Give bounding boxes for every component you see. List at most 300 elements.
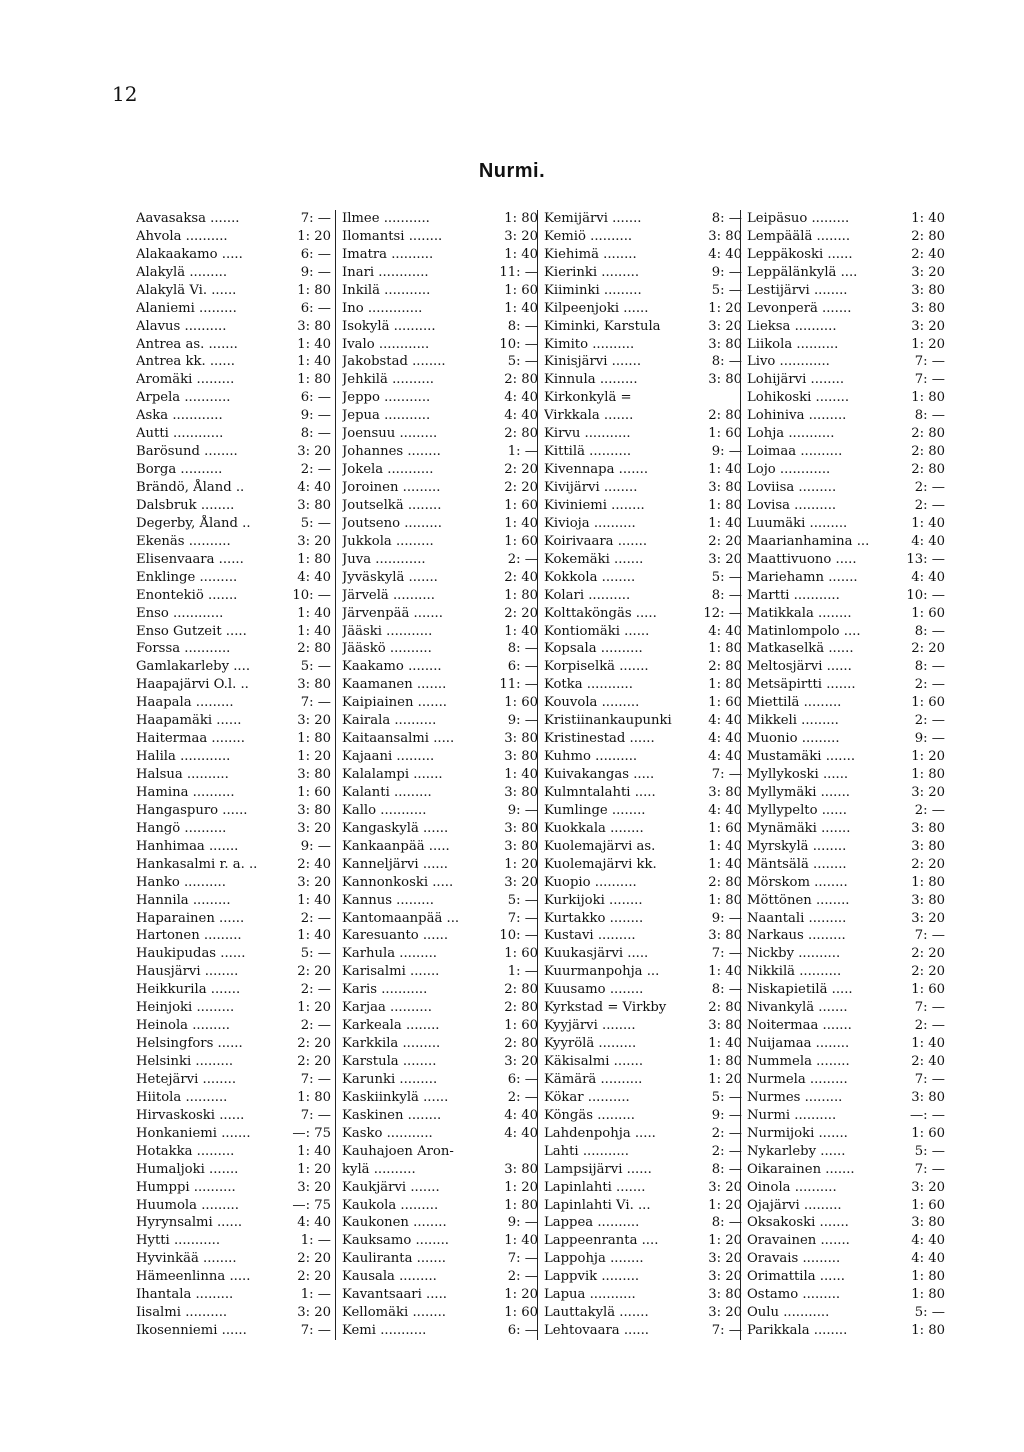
place-name: Kalalampi ....... bbox=[342, 767, 443, 783]
place-name: Nummela ........ bbox=[747, 1054, 850, 1070]
place-row bbox=[342, 371, 538, 389]
place-row bbox=[136, 1017, 331, 1035]
place-name: Noitermaa ....... bbox=[747, 1018, 852, 1034]
place-name: Lovisa .......... bbox=[747, 497, 837, 513]
place-rate: 1: 80 bbox=[911, 390, 945, 406]
place-name: Hytti ........... bbox=[136, 1233, 221, 1249]
place-row bbox=[136, 443, 331, 461]
place-name: Kurkijoki ........ bbox=[544, 892, 643, 908]
place-name: Iisalmi .......... bbox=[136, 1305, 228, 1321]
place-row bbox=[544, 497, 742, 515]
place-row bbox=[544, 623, 742, 641]
place-rate: 5: — bbox=[914, 1305, 945, 1321]
place-rate: 7: — bbox=[300, 1071, 331, 1087]
place-rate: 1: 80 bbox=[911, 1269, 945, 1285]
place-row bbox=[747, 264, 945, 282]
place-name: Myllykoski ...... bbox=[747, 767, 849, 783]
place-name: Jakobstad ........ bbox=[342, 354, 446, 370]
place-rate: 1: 40 bbox=[911, 210, 945, 226]
place-row bbox=[342, 1322, 538, 1340]
place-row bbox=[544, 569, 742, 587]
place-row bbox=[342, 928, 538, 946]
place-name: Joroinen ......... bbox=[342, 480, 441, 496]
place-name: Kuurmanpohja ... bbox=[544, 964, 660, 980]
place-name: Kiviniemi ........ bbox=[544, 497, 645, 513]
place-row bbox=[342, 963, 538, 981]
place-rate: 7: — bbox=[914, 354, 945, 370]
place-rate: 4: 40 bbox=[504, 408, 538, 424]
place-name: Haitermaa ........ bbox=[136, 731, 245, 747]
place-rate: 4: 40 bbox=[911, 1233, 945, 1249]
place-name: Ino ............. bbox=[342, 300, 423, 316]
place-name: Mikkeli ......... bbox=[747, 713, 839, 729]
place-row bbox=[136, 425, 331, 443]
place-name: Arpela ........... bbox=[136, 390, 231, 406]
place-name: Helsinki ......... bbox=[136, 1054, 234, 1070]
place-row bbox=[544, 928, 742, 946]
place-rate: 2: 20 bbox=[297, 1036, 331, 1052]
place-rate: 4: 40 bbox=[504, 390, 538, 406]
place-row bbox=[747, 981, 945, 999]
place-row bbox=[544, 1232, 742, 1250]
place-name: Möttönen ........ bbox=[747, 892, 850, 908]
place-row bbox=[136, 928, 331, 946]
place-row bbox=[342, 1107, 538, 1125]
place-rate: 1: 40 bbox=[708, 515, 742, 531]
place-row bbox=[544, 515, 742, 533]
place-row bbox=[544, 407, 742, 425]
place-row bbox=[747, 874, 945, 892]
place-name: Nurmela ......... bbox=[747, 1071, 848, 1087]
place-row bbox=[544, 748, 742, 766]
place-name: Kokemäki ....... bbox=[544, 551, 644, 567]
place-row bbox=[747, 1071, 945, 1089]
place-rate: 8: — bbox=[914, 659, 945, 675]
place-rate: 2: 20 bbox=[911, 856, 945, 872]
place-row bbox=[544, 300, 742, 318]
place-row bbox=[747, 515, 945, 533]
place-row bbox=[747, 533, 945, 551]
place-row bbox=[342, 874, 538, 892]
place-row bbox=[136, 1197, 331, 1215]
place-name: Virkkala ....... bbox=[544, 408, 634, 424]
place-row bbox=[342, 1268, 538, 1286]
place-name: Juva ............ bbox=[342, 551, 426, 567]
place-name: Alaniemi ......... bbox=[136, 300, 237, 316]
place-rate: 9: — bbox=[300, 838, 331, 854]
place-row bbox=[544, 1250, 742, 1268]
place-rate: 2: 80 bbox=[911, 228, 945, 244]
place-rate: 1: 80 bbox=[297, 282, 331, 298]
place-rate: 1: 40 bbox=[708, 462, 742, 478]
place-name: Oulu ........... bbox=[747, 1305, 830, 1321]
place-row bbox=[747, 605, 945, 623]
place-name: Kivioja .......... bbox=[544, 515, 636, 531]
place-rate: 1: 40 bbox=[297, 928, 331, 944]
place-rate: 1: 20 bbox=[504, 1179, 538, 1195]
place-row bbox=[747, 336, 945, 354]
place-rate: 9: — bbox=[300, 264, 331, 280]
place-name: Hanko .......... bbox=[136, 874, 226, 890]
place-name: Kaukola ......... bbox=[342, 1197, 439, 1213]
place-name: Matkaselkä ...... bbox=[747, 641, 854, 657]
place-name: Haparainen ...... bbox=[136, 910, 245, 926]
place-row bbox=[747, 246, 945, 264]
place-row bbox=[544, 676, 742, 694]
place-rate: 2: 80 bbox=[504, 982, 538, 998]
place-row bbox=[747, 1017, 945, 1035]
place-rate: 5: — bbox=[711, 1089, 742, 1105]
place-row bbox=[342, 425, 538, 443]
place-row bbox=[342, 210, 538, 228]
place-name: Antrea as. ....... bbox=[136, 336, 238, 352]
place-rate: 1: 80 bbox=[297, 1089, 331, 1105]
place-name: Kuolemajärvi as. bbox=[544, 838, 656, 854]
place-rate: 1: 60 bbox=[504, 533, 538, 549]
place-row bbox=[342, 515, 538, 533]
place-rate: 5: — bbox=[300, 946, 331, 962]
place-row bbox=[544, 802, 742, 820]
place-name: Alakylä ......... bbox=[136, 264, 228, 280]
place-name: Hyvinkää ........ bbox=[136, 1251, 237, 1267]
place-row bbox=[747, 479, 945, 497]
place-name: Narkaus ......... bbox=[747, 928, 846, 944]
place-row bbox=[747, 928, 945, 946]
place-name: Lappeenranta .... bbox=[544, 1233, 659, 1249]
place-row bbox=[342, 605, 538, 623]
place-rate: 1: 60 bbox=[504, 946, 538, 962]
place-name: Karstula ........ bbox=[342, 1054, 437, 1070]
place-row bbox=[747, 1125, 945, 1143]
place-rate: 4: 40 bbox=[297, 480, 331, 496]
place-rate: 2: — bbox=[300, 462, 331, 478]
place-rate: 3: 80 bbox=[708, 1287, 742, 1303]
place-rate: 3: 80 bbox=[708, 480, 742, 496]
place-rate: 3: 20 bbox=[297, 874, 331, 890]
place-name: Brändö, Åland .. bbox=[136, 480, 245, 496]
place-name: Ahvola .......... bbox=[136, 228, 228, 244]
place-name: Autti ............ bbox=[136, 426, 224, 442]
place-row bbox=[342, 443, 538, 461]
place-name: Korpiselkä ....... bbox=[544, 659, 649, 675]
place-name: Leppälänkylä .... bbox=[747, 264, 858, 280]
place-row bbox=[747, 730, 945, 748]
place-rate: 3: 80 bbox=[911, 820, 945, 836]
place-row bbox=[747, 802, 945, 820]
place-name: Lampsijärvi ...... bbox=[544, 1161, 652, 1177]
place-row bbox=[747, 1179, 945, 1197]
place-name: Haapamäki ...... bbox=[136, 713, 242, 729]
place-row bbox=[544, 1035, 742, 1053]
place-name: Ekenäs .......... bbox=[136, 533, 231, 549]
place-row bbox=[747, 1197, 945, 1215]
place-row bbox=[544, 1143, 742, 1161]
place-rate: 2: 20 bbox=[297, 1054, 331, 1070]
place-rate: 1: 80 bbox=[911, 767, 945, 783]
place-rate: 4: 40 bbox=[911, 569, 945, 585]
place-name: Kontiomäki ...... bbox=[544, 623, 650, 639]
place-rate: 3: 80 bbox=[911, 892, 945, 908]
place-rate: 2: 20 bbox=[297, 1269, 331, 1285]
place-row bbox=[136, 1107, 331, 1125]
place-rate: 2: — bbox=[914, 497, 945, 513]
place-row bbox=[136, 246, 331, 264]
place-name: Joensuu ......... bbox=[342, 426, 438, 442]
place-name: Enso ............ bbox=[136, 605, 224, 621]
place-name: Kyyjärvi ........ bbox=[544, 1018, 636, 1034]
place-row bbox=[747, 228, 945, 246]
place-row bbox=[747, 658, 945, 676]
place-rate: 9: — bbox=[711, 444, 742, 460]
place-row bbox=[136, 1232, 331, 1250]
place-row bbox=[136, 730, 331, 748]
place-row bbox=[747, 1161, 945, 1179]
place-row bbox=[747, 389, 945, 407]
place-name: Hiitola .......... bbox=[136, 1089, 228, 1105]
place-row bbox=[544, 1286, 742, 1304]
place-name: Jääskö .......... bbox=[342, 641, 432, 657]
place-row bbox=[747, 425, 945, 443]
place-rate: 2: 20 bbox=[708, 533, 742, 549]
place-name: Hämeenlinna ..... bbox=[136, 1269, 251, 1285]
place-rate: 4: 40 bbox=[708, 623, 742, 639]
place-row bbox=[342, 569, 538, 587]
place-name: Lehtovaara ...... bbox=[544, 1323, 649, 1339]
place-row bbox=[136, 515, 331, 533]
place-rate: 3: 80 bbox=[504, 731, 538, 747]
place-name: Lauttakylä ....... bbox=[544, 1305, 649, 1321]
place-rate: 3: 20 bbox=[297, 1305, 331, 1321]
place-name: Hotakka ......... bbox=[136, 1143, 235, 1159]
place-row bbox=[544, 587, 742, 605]
place-row bbox=[747, 497, 945, 515]
place-rate: 1: 80 bbox=[504, 587, 538, 603]
place-name: Ihantala ......... bbox=[136, 1287, 234, 1303]
place-rate: 1: 40 bbox=[911, 1036, 945, 1052]
place-row bbox=[544, 1017, 742, 1035]
place-name: Kannus ......... bbox=[342, 892, 434, 908]
place-name: Kairala .......... bbox=[342, 713, 437, 729]
place-name: Parikkala ........ bbox=[747, 1323, 848, 1339]
place-name: Jehkilä .......... bbox=[342, 372, 434, 388]
place-name: Karis ........... bbox=[342, 982, 428, 998]
place-name: Käkisalmi ....... bbox=[544, 1054, 644, 1070]
place-name: Mörskom ........ bbox=[747, 874, 848, 890]
place-name: Karjaa .......... bbox=[342, 1000, 432, 1016]
place-name: Elisenvaara ...... bbox=[136, 551, 244, 567]
place-name: Haapala ......... bbox=[136, 695, 234, 711]
place-rate: 1: 80 bbox=[708, 892, 742, 908]
place-rate: 2: — bbox=[914, 480, 945, 496]
place-row bbox=[544, 1089, 742, 1107]
place-row bbox=[747, 282, 945, 300]
place-rate: 5: — bbox=[914, 1143, 945, 1159]
place-rate: 3: 80 bbox=[708, 372, 742, 388]
place-row bbox=[747, 1035, 945, 1053]
place-rate: 1: 80 bbox=[708, 497, 742, 513]
place-rate: 8: — bbox=[711, 1161, 742, 1177]
place-name: Inari ............ bbox=[342, 264, 429, 280]
place-rate: 1: 60 bbox=[708, 820, 742, 836]
place-row bbox=[544, 318, 742, 336]
place-rate: 2: 40 bbox=[297, 856, 331, 872]
place-row bbox=[136, 605, 331, 623]
place-rate: 7: — bbox=[914, 372, 945, 388]
place-name: Kiehimä ........ bbox=[544, 246, 637, 262]
place-name: Luumäki ......... bbox=[747, 515, 848, 531]
place-name: Jepua ........... bbox=[342, 408, 431, 424]
place-row bbox=[136, 1053, 331, 1071]
place-name: Oksakoski ....... bbox=[747, 1215, 849, 1231]
place-rate: 7: — bbox=[507, 910, 538, 926]
place-rate: 3: 20 bbox=[297, 1179, 331, 1195]
place-name: Kasko ........... bbox=[342, 1125, 433, 1141]
place-row bbox=[544, 246, 742, 264]
place-name: Nykarleby ...... bbox=[747, 1143, 846, 1159]
place-name: Kauksamo ........ bbox=[342, 1233, 450, 1249]
place-rate: 2: 80 bbox=[708, 659, 742, 675]
place-row bbox=[544, 892, 742, 910]
place-row bbox=[342, 641, 538, 659]
place-rate: 3: 20 bbox=[297, 444, 331, 460]
place-rate: 5: — bbox=[507, 354, 538, 370]
place-rate: 8: — bbox=[507, 318, 538, 334]
place-rate: 7: — bbox=[507, 1251, 538, 1267]
place-rate: 11: — bbox=[499, 677, 538, 693]
place-rate: 3: 80 bbox=[911, 838, 945, 854]
place-row bbox=[747, 1107, 945, 1125]
place-rate: 1: 60 bbox=[708, 426, 742, 442]
place-name: Kirkonkylä = bbox=[544, 390, 632, 406]
place-row bbox=[747, 1304, 945, 1322]
place-row bbox=[342, 300, 538, 318]
place-row bbox=[342, 336, 538, 354]
place-name: Kauliranta ....... bbox=[342, 1251, 446, 1267]
place-rate: 8: — bbox=[711, 982, 742, 998]
place-rate: 1: 60 bbox=[911, 605, 945, 621]
place-rate: 2: — bbox=[914, 802, 945, 818]
place-name: Kivijärvi ........ bbox=[544, 480, 638, 496]
place-name: Miettilä ......... bbox=[747, 695, 842, 711]
place-rate: 1: 40 bbox=[297, 1143, 331, 1159]
place-rate: 1: 80 bbox=[911, 1323, 945, 1339]
place-row bbox=[544, 1268, 742, 1286]
place-name: Kaukonen ........ bbox=[342, 1215, 447, 1231]
place-rate: 6: — bbox=[507, 659, 538, 675]
place-rate: 2: 20 bbox=[504, 462, 538, 478]
place-rate: 3: 80 bbox=[297, 802, 331, 818]
place-name: Kuopio .......... bbox=[544, 874, 637, 890]
place-row bbox=[136, 569, 331, 587]
place-rate: 3: 20 bbox=[708, 1269, 742, 1285]
place-name: Ikosenniemi ...... bbox=[136, 1323, 247, 1339]
place-name: Matikkala ........ bbox=[747, 605, 852, 621]
place-name: Leppäkoski ...... bbox=[747, 246, 853, 262]
place-name: Maarianhamina ... bbox=[747, 533, 870, 549]
place-row bbox=[342, 748, 538, 766]
place-rate: 3: 20 bbox=[504, 1054, 538, 1070]
place-row bbox=[544, 712, 742, 730]
place-row bbox=[544, 999, 742, 1017]
place-name: Loimaa .......... bbox=[747, 444, 843, 460]
place-rate: 1: 20 bbox=[297, 1161, 331, 1177]
place-row bbox=[544, 963, 742, 981]
place-rate: 7: — bbox=[300, 1323, 331, 1339]
place-name: Kauhajoen Aron- bbox=[342, 1143, 454, 1159]
place-row bbox=[544, 533, 742, 551]
place-row bbox=[342, 1143, 538, 1161]
place-name: Kemi ........... bbox=[342, 1323, 427, 1339]
place-rate: 7: — bbox=[914, 928, 945, 944]
place-rate: 7: — bbox=[711, 946, 742, 962]
place-row bbox=[747, 820, 945, 838]
place-rate: 1: 80 bbox=[708, 677, 742, 693]
place-rate: 3: 20 bbox=[708, 1305, 742, 1321]
place-name: Nuijamaa ........ bbox=[747, 1036, 850, 1052]
place-row bbox=[342, 551, 538, 569]
place-row bbox=[342, 354, 538, 372]
place-rate: 8: — bbox=[711, 354, 742, 370]
place-row bbox=[747, 892, 945, 910]
place-rate: 2: 80 bbox=[504, 426, 538, 442]
place-row bbox=[544, 730, 742, 748]
place-rate: —: — bbox=[909, 1107, 945, 1123]
place-rate: 3: 80 bbox=[708, 784, 742, 800]
place-row bbox=[342, 389, 538, 407]
place-name: Enso Gutzeit ..... bbox=[136, 623, 247, 639]
place-row bbox=[342, 856, 538, 874]
place-name: Heikkurila ....... bbox=[136, 982, 241, 998]
place-rate: 3: 20 bbox=[911, 1179, 945, 1195]
place-row bbox=[747, 1232, 945, 1250]
place-name: Nurmi .......... bbox=[747, 1107, 837, 1123]
place-row bbox=[342, 1215, 538, 1233]
place-name: Lohijärvi ........ bbox=[747, 372, 845, 388]
place-row bbox=[342, 623, 538, 641]
place-rate: 7: — bbox=[711, 767, 742, 783]
place-name: Kimito .......... bbox=[544, 336, 635, 352]
place-rate: 2: — bbox=[507, 1269, 538, 1285]
place-name: Kyrkstad = Virkby bbox=[544, 1000, 667, 1016]
place-rate: 3: 80 bbox=[911, 1215, 945, 1231]
place-row bbox=[342, 784, 538, 802]
place-row bbox=[544, 658, 742, 676]
place-name: Lieksa .......... bbox=[747, 318, 837, 334]
place-row bbox=[136, 676, 331, 694]
place-rate: 4: 40 bbox=[504, 1107, 538, 1123]
place-row bbox=[342, 1286, 538, 1304]
place-row bbox=[136, 784, 331, 802]
place-name: Naantali ......... bbox=[747, 910, 847, 926]
place-rate: 2: — bbox=[914, 713, 945, 729]
place-name: Livo ............ bbox=[747, 354, 830, 370]
place-rate: 1: 40 bbox=[708, 1036, 742, 1052]
place-rate: 1: 40 bbox=[911, 515, 945, 531]
place-row bbox=[136, 389, 331, 407]
place-name: Lojo ............ bbox=[747, 462, 831, 478]
place-name: Liikola .......... bbox=[747, 336, 839, 352]
place-name: Hangö .......... bbox=[136, 820, 227, 836]
place-row bbox=[342, 910, 538, 928]
place-rate: 1: 60 bbox=[504, 695, 538, 711]
place-name: Lestijärvi ........ bbox=[747, 282, 848, 298]
place-rate: —: 75 bbox=[292, 1197, 331, 1213]
place-name: Aromäki ......... bbox=[136, 372, 235, 388]
place-rate: 3: 80 bbox=[504, 749, 538, 765]
place-rate: 2: 20 bbox=[911, 946, 945, 962]
place-rate: 4: 40 bbox=[504, 1125, 538, 1141]
place-rate: 9: — bbox=[300, 408, 331, 424]
